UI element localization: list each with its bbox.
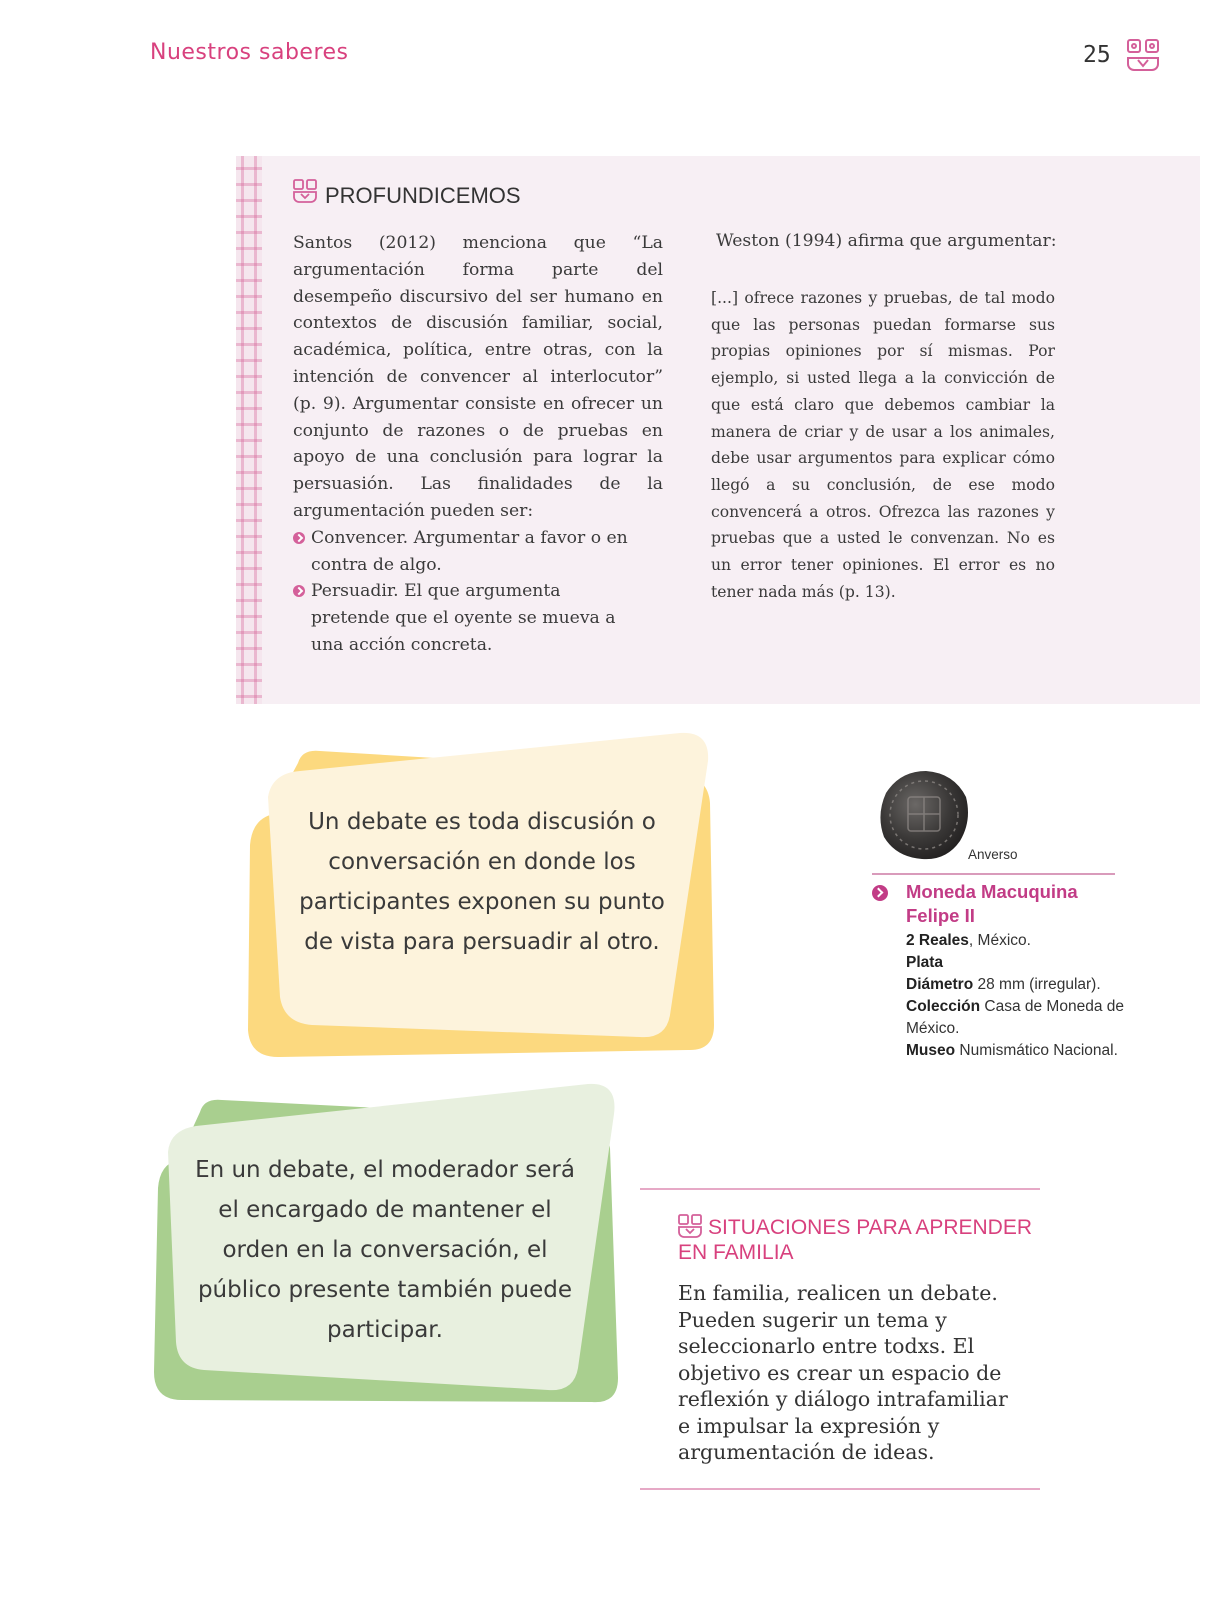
section-title-text: SITUACIONES PARA APRENDER EN FAMILIA	[678, 1216, 1033, 1264]
field-value: Casa de Moneda de México.	[906, 998, 1124, 1037]
field-label: Diámetro	[906, 976, 974, 993]
coin-image	[876, 767, 972, 863]
situaciones-body: En familia, realicen un debate. Pueden sugerir un tema y seleccionarlo entre todxs. El objetivo es crear un espacio de reflexión y diálogo intrafamiliar e impulsar la expresión y argumentación de ideas.	[678, 1281, 1008, 1464]
coin-collection	[906, 996, 1126, 1040]
weston-intro: Weston (1994) afirma que argumentar:	[716, 231, 1057, 251]
divider	[872, 873, 1115, 875]
field-label: Plata	[906, 954, 944, 971]
bullet-text: Persuadir. El que argumenta pretende que el oyente se mueva a una acción concreta.	[311, 581, 616, 655]
field-label: 2 Reales	[906, 932, 969, 949]
divider	[640, 1488, 1040, 1490]
arrow-bullet-icon	[872, 885, 888, 901]
coin-name: Moneda Macuquina Felipe II	[906, 881, 1078, 926]
aztec-ornament-icon	[1124, 36, 1162, 74]
left-column	[293, 230, 663, 659]
section-title	[678, 1215, 1048, 1265]
weston-quote: [...] ofrece razones y pruebas, de tal modo que las personas puedan formarse sus propias opiniones por sí mismas. Por ejemplo, si usted llega a la convicción de que está claro que debemos cambiar la manera de criar y de usar a los animales, debe usar argumentos para explicar cómo llegó a su conclusión, de ese modo convencerá a otros. Ofrezca las razones y pruebas que a usted le convenzan. No es un error tener opiniones. El error es no tener nada más (p. 13).	[711, 289, 1055, 601]
field-value: 28 mm (irregular).	[973, 976, 1101, 993]
coin-caption: Anverso	[968, 847, 1018, 862]
moderator-note: En un debate, el moderador será el encargado de mantener el orden en la conversación, el público presente también puede participar.	[195, 1157, 575, 1343]
bullet-arrow-icon	[293, 585, 305, 597]
page-number: 25	[1083, 42, 1111, 68]
field-value: , México.	[968, 932, 1031, 949]
coin-diameter	[906, 974, 1126, 996]
field-label: Colección	[906, 998, 981, 1015]
santos-paragraph: Santos (2012) menciona que “La argumentación forma parte del desempeño discursivo del ser humano en contextos de discusión familiar, social, académica, política, entre otras, con la intención de convencer al interlocutor” (p. 9). Argumentar consiste en ofrecer un conjunto de razones o de pruebas en apoyo de una conclusión para lograr la persuasión. Las finalidades de la argumentación pueden ser:	[293, 233, 663, 521]
running-header: Nuestros saberes	[150, 40, 349, 65]
divider	[640, 1188, 1040, 1190]
field-label: Museo	[906, 1042, 956, 1059]
bullet-text: Convencer. Argumentar a favor o en contra de algo.	[311, 527, 628, 575]
debate-definition-note: Un debate es toda discusión o conversación en donde los participantes exponen su punto de vista para persuadir al otro.	[299, 809, 665, 955]
aztec-ornament-icon	[292, 178, 318, 204]
coin-museum	[906, 1040, 1126, 1062]
list-item	[293, 578, 663, 658]
bullet-arrow-icon	[293, 532, 305, 544]
list-item	[293, 525, 663, 579]
coin-material	[906, 952, 1126, 974]
field-value: Numismático Nacional.	[955, 1042, 1118, 1059]
section-title: PROFUNDICEMOS	[325, 183, 521, 208]
coin-denomination	[906, 930, 1126, 952]
decorative-border-strip	[236, 156, 262, 704]
coin-details	[906, 930, 1126, 1062]
